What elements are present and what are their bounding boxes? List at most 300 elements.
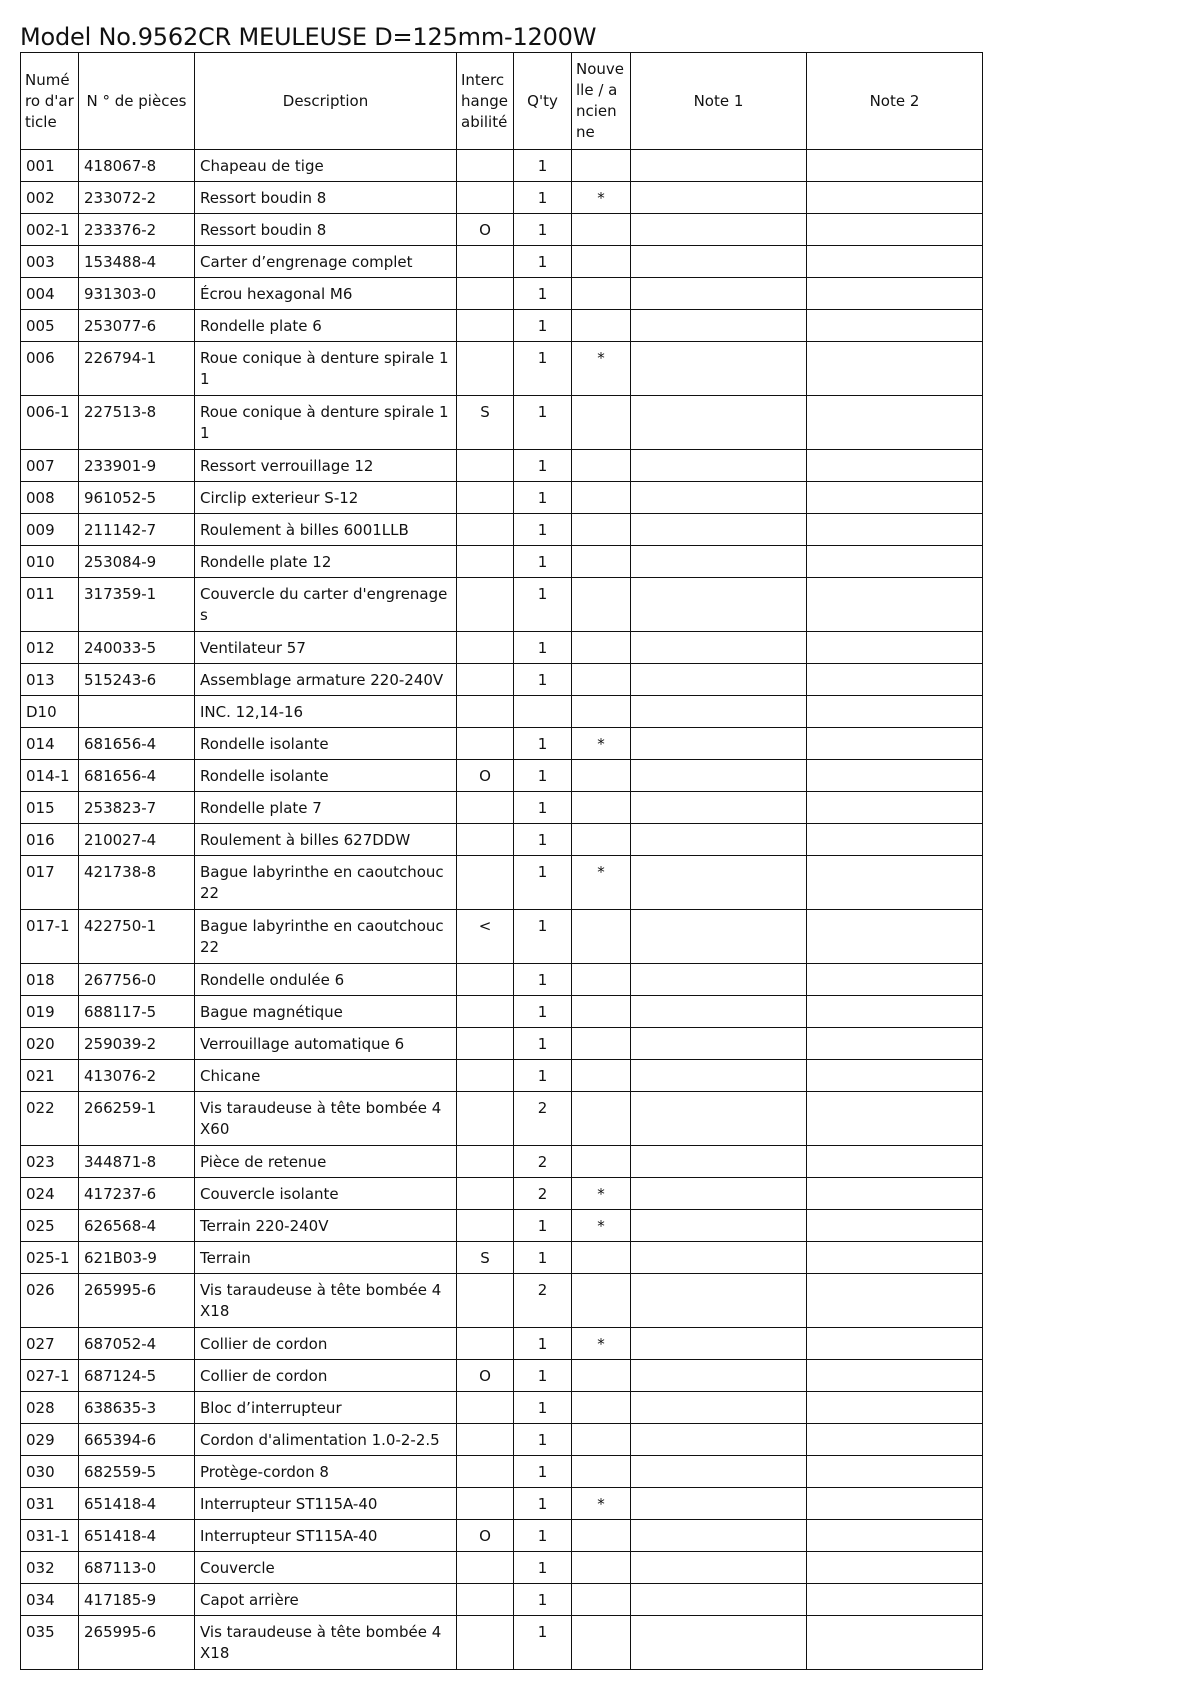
table-row: [21, 910, 983, 964]
cell-interchangeability: [457, 632, 514, 664]
cell-interchangeability: [457, 1028, 514, 1060]
cell-quantity: 1: [514, 760, 572, 792]
cell-part-number: 651418-4: [79, 1520, 195, 1552]
cell-part-number: 422750-1: [79, 910, 195, 964]
cell-part-number: 961052-5: [79, 482, 195, 514]
cell-interchangeability: S: [457, 1242, 514, 1274]
cell-quantity: 2: [514, 1274, 572, 1328]
cell-note-1: [631, 482, 807, 514]
cell-quantity: 1: [514, 996, 572, 1028]
cell-note-2: [807, 1028, 983, 1060]
table-row: [21, 150, 983, 182]
cell-part-number: 267756-0: [79, 964, 195, 996]
cell-description: Assemblage armature 220-240V: [195, 664, 457, 696]
cell-interchangeability: <: [457, 910, 514, 964]
table-row: [21, 964, 983, 996]
table-row: [21, 1456, 983, 1488]
cell-note-1: [631, 182, 807, 214]
cell-new-old: [572, 664, 631, 696]
cell-new-old: [572, 1092, 631, 1146]
cell-note-1: [631, 342, 807, 396]
cell-description: Carter d’engrenage complet: [195, 246, 457, 278]
cell-quantity: 1: [514, 278, 572, 310]
cell-note-2: [807, 1092, 983, 1146]
header-item-number: Numéro d'article: [21, 53, 79, 150]
cell-part-number: 265995-6: [79, 1616, 195, 1670]
cell-note-1: [631, 856, 807, 910]
cell-new-old: *: [572, 1488, 631, 1520]
cell-note-2: [807, 1552, 983, 1584]
cell-note-2: [807, 514, 983, 546]
cell-item-number: 025-1: [21, 1242, 79, 1274]
cell-description: Bague labyrinthe en caoutchouc 22: [195, 856, 457, 910]
cell-item-number: 026: [21, 1274, 79, 1328]
cell-note-2: [807, 632, 983, 664]
cell-quantity: 1: [514, 1520, 572, 1552]
cell-description: Couvercle isolante: [195, 1178, 457, 1210]
cell-part-number: 227513-8: [79, 396, 195, 450]
cell-quantity: 1: [514, 1060, 572, 1092]
cell-note-2: [807, 182, 983, 214]
cell-interchangeability: [457, 1210, 514, 1242]
cell-note-1: [631, 450, 807, 482]
header-note-2: Note 2: [807, 53, 983, 150]
cell-item-number: 019: [21, 996, 79, 1028]
cell-new-old: [572, 792, 631, 824]
cell-part-number: 418067-8: [79, 150, 195, 182]
cell-item-number: 001: [21, 150, 79, 182]
cell-note-2: [807, 246, 983, 278]
cell-note-1: [631, 1552, 807, 1584]
cell-interchangeability: [457, 1328, 514, 1360]
cell-description: Chapeau de tige: [195, 150, 457, 182]
cell-part-number: 266259-1: [79, 1092, 195, 1146]
cell-part-number: 687113-0: [79, 1552, 195, 1584]
cell-description: Verrouillage automatique 6: [195, 1028, 457, 1060]
cell-new-old: [572, 396, 631, 450]
cell-note-2: [807, 1424, 983, 1456]
cell-new-old: *: [572, 342, 631, 396]
cell-note-2: [807, 1616, 983, 1670]
cell-part-number: 651418-4: [79, 1488, 195, 1520]
cell-part-number: 413076-2: [79, 1060, 195, 1092]
cell-part-number: 233072-2: [79, 182, 195, 214]
cell-interchangeability: O: [457, 1520, 514, 1552]
cell-item-number: 012: [21, 632, 79, 664]
cell-note-2: [807, 482, 983, 514]
cell-new-old: [572, 1584, 631, 1616]
cell-description: Capot arrière: [195, 1584, 457, 1616]
cell-interchangeability: [457, 1392, 514, 1424]
table-row: [21, 1424, 983, 1456]
cell-new-old: [572, 1616, 631, 1670]
cell-quantity: 2: [514, 1146, 572, 1178]
cell-description: Ventilateur 57: [195, 632, 457, 664]
table-row: [21, 342, 983, 396]
cell-part-number: 259039-2: [79, 1028, 195, 1060]
cell-note-1: [631, 214, 807, 246]
table-row: [21, 1210, 983, 1242]
cell-description: Cordon d'alimentation 1.0-2-2.5: [195, 1424, 457, 1456]
cell-description: Circlip exterieur S-12: [195, 482, 457, 514]
cell-new-old: [572, 278, 631, 310]
cell-description: Couvercle du carter d'engrenages: [195, 578, 457, 632]
cell-new-old: [572, 578, 631, 632]
cell-part-number: 621B03-9: [79, 1242, 195, 1274]
cell-note-1: [631, 1616, 807, 1670]
cell-note-1: [631, 1456, 807, 1488]
cell-quantity: 1: [514, 632, 572, 664]
cell-new-old: [572, 1392, 631, 1424]
cell-item-number: 027-1: [21, 1360, 79, 1392]
table-row: [21, 1092, 983, 1146]
cell-note-2: [807, 1210, 983, 1242]
cell-part-number: 638635-3: [79, 1392, 195, 1424]
cell-interchangeability: [457, 824, 514, 856]
cell-quantity: 1: [514, 856, 572, 910]
cell-new-old: [572, 150, 631, 182]
table-row: [21, 1146, 983, 1178]
cell-note-2: [807, 310, 983, 342]
cell-part-number: 931303-0: [79, 278, 195, 310]
cell-note-2: [807, 1146, 983, 1178]
table-row: [21, 1242, 983, 1274]
cell-note-2: [807, 342, 983, 396]
cell-note-2: [807, 1328, 983, 1360]
cell-part-number: 665394-6: [79, 1424, 195, 1456]
cell-note-1: [631, 728, 807, 760]
header-note-1: Note 1: [631, 53, 807, 150]
cell-part-number: 240033-5: [79, 632, 195, 664]
cell-note-2: [807, 214, 983, 246]
cell-note-1: [631, 278, 807, 310]
cell-item-number: 024: [21, 1178, 79, 1210]
cell-item-number: D10: [21, 696, 79, 728]
cell-interchangeability: [457, 246, 514, 278]
cell-quantity: 1: [514, 964, 572, 996]
cell-description: Vis taraudeuse à tête bombée 4X18: [195, 1274, 457, 1328]
table-row: [21, 1360, 983, 1392]
cell-item-number: 015: [21, 792, 79, 824]
cell-quantity: 1: [514, 1028, 572, 1060]
cell-item-number: 011: [21, 578, 79, 632]
cell-new-old: [572, 214, 631, 246]
cell-quantity: 1: [514, 310, 572, 342]
cell-item-number: 002: [21, 182, 79, 214]
cell-quantity: 2: [514, 1178, 572, 1210]
cell-note-1: [631, 1392, 807, 1424]
cell-quantity: 1: [514, 182, 572, 214]
table-row: [21, 450, 983, 482]
table-row: [21, 278, 983, 310]
cell-interchangeability: [457, 546, 514, 578]
cell-note-1: [631, 632, 807, 664]
cell-interchangeability: [457, 514, 514, 546]
cell-description: Collier de cordon: [195, 1360, 457, 1392]
cell-new-old: *: [572, 1328, 631, 1360]
cell-item-number: 023: [21, 1146, 79, 1178]
cell-note-1: [631, 760, 807, 792]
cell-item-number: 002-1: [21, 214, 79, 246]
cell-part-number: 417185-9: [79, 1584, 195, 1616]
cell-note-2: [807, 1392, 983, 1424]
cell-part-number: 421738-8: [79, 856, 195, 910]
cell-note-2: [807, 792, 983, 824]
cell-part-number: 226794-1: [79, 342, 195, 396]
cell-part-number: 233901-9: [79, 450, 195, 482]
cell-item-number: 010: [21, 546, 79, 578]
cell-description: Bague magnétique: [195, 996, 457, 1028]
cell-quantity: 1: [514, 664, 572, 696]
cell-interchangeability: [457, 1060, 514, 1092]
cell-note-1: [631, 1242, 807, 1274]
header-interchangeability: Interchangeabilité: [457, 53, 514, 150]
cell-quantity: 1: [514, 792, 572, 824]
cell-description: Interrupteur ST115A-40: [195, 1488, 457, 1520]
cell-description: Pièce de retenue: [195, 1146, 457, 1178]
cell-part-number: 626568-4: [79, 1210, 195, 1242]
cell-quantity: 1: [514, 728, 572, 760]
cell-quantity: 1: [514, 1616, 572, 1670]
cell-item-number: 009: [21, 514, 79, 546]
cell-description: Écrou hexagonal M6: [195, 278, 457, 310]
table-row: [21, 856, 983, 910]
cell-note-1: [631, 996, 807, 1028]
cell-quantity: 1: [514, 214, 572, 246]
cell-part-number: 210027-4: [79, 824, 195, 856]
cell-interchangeability: O: [457, 214, 514, 246]
cell-quantity: 1: [514, 1584, 572, 1616]
cell-note-1: [631, 1520, 807, 1552]
cell-description: Vis taraudeuse à tête bombée 4X18: [195, 1616, 457, 1670]
cell-item-number: 022: [21, 1092, 79, 1146]
document-title: Model No.9562CR MEULEUSE D=125mm-1200W: [20, 23, 597, 51]
table-row: [21, 214, 983, 246]
table-row: [21, 1552, 983, 1584]
cell-description: Rondelle isolante: [195, 760, 457, 792]
cell-interchangeability: [457, 1584, 514, 1616]
cell-item-number: 031: [21, 1488, 79, 1520]
cell-part-number: 682559-5: [79, 1456, 195, 1488]
cell-note-1: [631, 1424, 807, 1456]
cell-note-1: [631, 396, 807, 450]
cell-quantity: 1: [514, 1424, 572, 1456]
cell-note-2: [807, 856, 983, 910]
cell-note-1: [631, 1028, 807, 1060]
cell-note-2: [807, 1488, 983, 1520]
cell-interchangeability: [457, 1178, 514, 1210]
cell-new-old: *: [572, 728, 631, 760]
cell-note-1: [631, 792, 807, 824]
cell-note-2: [807, 1520, 983, 1552]
table-row: [21, 514, 983, 546]
cell-item-number: 014-1: [21, 760, 79, 792]
cell-new-old: [572, 310, 631, 342]
cell-note-1: [631, 964, 807, 996]
cell-new-old: [572, 246, 631, 278]
cell-note-2: [807, 664, 983, 696]
table-row: [21, 546, 983, 578]
cell-part-number: 211142-7: [79, 514, 195, 546]
cell-interchangeability: [457, 1552, 514, 1584]
cell-note-1: [631, 1328, 807, 1360]
cell-note-1: [631, 664, 807, 696]
cell-quantity: 1: [514, 1328, 572, 1360]
cell-new-old: [572, 546, 631, 578]
cell-interchangeability: [457, 664, 514, 696]
cell-item-number: 006: [21, 342, 79, 396]
cell-note-1: [631, 246, 807, 278]
cell-new-old: [572, 1028, 631, 1060]
cell-note-2: [807, 1360, 983, 1392]
cell-interchangeability: [457, 1274, 514, 1328]
cell-description: Terrain: [195, 1242, 457, 1274]
cell-new-old: [572, 1274, 631, 1328]
header-quantity: Q'ty: [514, 53, 572, 150]
cell-item-number: 007: [21, 450, 79, 482]
cell-quantity: 1: [514, 1456, 572, 1488]
cell-note-1: [631, 1274, 807, 1328]
cell-note-1: [631, 578, 807, 632]
cell-description: Roue conique à denture spirale 11: [195, 396, 457, 450]
table-row: [21, 182, 983, 214]
cell-quantity: 1: [514, 1210, 572, 1242]
cell-part-number: 253084-9: [79, 546, 195, 578]
cell-interchangeability: [457, 856, 514, 910]
cell-part-number: 253823-7: [79, 792, 195, 824]
cell-part-number: 153488-4: [79, 246, 195, 278]
cell-description: Rondelle plate 12: [195, 546, 457, 578]
cell-description: Protège-cordon 8: [195, 1456, 457, 1488]
cell-note-1: [631, 824, 807, 856]
cell-description: Roulement à billes 6001LLB: [195, 514, 457, 546]
cell-note-2: [807, 1584, 983, 1616]
table-row: [21, 1392, 983, 1424]
header-new-old: Nouvelle / ancienne: [572, 53, 631, 150]
cell-description: Rondelle plate 6: [195, 310, 457, 342]
cell-interchangeability: [457, 964, 514, 996]
cell-note-2: [807, 1060, 983, 1092]
cell-interchangeability: [457, 696, 514, 728]
cell-interchangeability: S: [457, 396, 514, 450]
table-row: [21, 246, 983, 278]
cell-interchangeability: [457, 1488, 514, 1520]
cell-new-old: [572, 760, 631, 792]
cell-new-old: [572, 1060, 631, 1092]
cell-note-1: [631, 1584, 807, 1616]
cell-quantity: 1: [514, 1242, 572, 1274]
cell-description: Chicane: [195, 1060, 457, 1092]
cell-note-1: [631, 514, 807, 546]
cell-interchangeability: [457, 342, 514, 396]
table-row: [21, 1520, 983, 1552]
cell-item-number: 035: [21, 1616, 79, 1670]
table-row: [21, 1584, 983, 1616]
cell-description: Ressort verrouillage 12: [195, 450, 457, 482]
cell-note-1: [631, 1210, 807, 1242]
cell-note-1: [631, 1488, 807, 1520]
cell-item-number: 017: [21, 856, 79, 910]
cell-quantity: [514, 696, 572, 728]
cell-new-old: [572, 1360, 631, 1392]
cell-new-old: [572, 1456, 631, 1488]
cell-interchangeability: [457, 278, 514, 310]
cell-interchangeability: [457, 450, 514, 482]
cell-quantity: 2: [514, 1092, 572, 1146]
cell-quantity: 1: [514, 150, 572, 182]
cell-note-2: [807, 396, 983, 450]
table-row: [21, 1328, 983, 1360]
cell-item-number: 008: [21, 482, 79, 514]
cell-part-number: 681656-4: [79, 760, 195, 792]
cell-description: Roue conique à denture spirale 11: [195, 342, 457, 396]
cell-part-number: 687052-4: [79, 1328, 195, 1360]
cell-interchangeability: [457, 150, 514, 182]
cell-quantity: 1: [514, 1488, 572, 1520]
cell-description: Bloc d’interrupteur: [195, 1392, 457, 1424]
cell-item-number: 014: [21, 728, 79, 760]
cell-item-number: 013: [21, 664, 79, 696]
cell-item-number: 020: [21, 1028, 79, 1060]
cell-quantity: 1: [514, 482, 572, 514]
cell-new-old: [572, 996, 631, 1028]
cell-item-number: 027: [21, 1328, 79, 1360]
cell-interchangeability: [457, 1092, 514, 1146]
cell-new-old: [572, 1552, 631, 1584]
cell-description: Bague labyrinthe en caoutchouc 22: [195, 910, 457, 964]
cell-note-2: [807, 964, 983, 996]
cell-part-number: 417237-6: [79, 1178, 195, 1210]
cell-new-old: [572, 482, 631, 514]
cell-part-number: 688117-5: [79, 996, 195, 1028]
cell-note-2: [807, 728, 983, 760]
cell-quantity: 1: [514, 514, 572, 546]
cell-note-2: [807, 1242, 983, 1274]
table-header-row: [21, 53, 983, 150]
cell-new-old: *: [572, 1210, 631, 1242]
cell-part-number: 317359-1: [79, 578, 195, 632]
cell-part-number: [79, 696, 195, 728]
cell-new-old: [572, 696, 631, 728]
cell-description: Rondelle plate 7: [195, 792, 457, 824]
cell-interchangeability: [457, 578, 514, 632]
cell-part-number: 515243-6: [79, 664, 195, 696]
cell-interchangeability: [457, 792, 514, 824]
cell-description: Ressort boudin 8: [195, 182, 457, 214]
cell-note-1: [631, 1178, 807, 1210]
cell-item-number: 006-1: [21, 396, 79, 450]
cell-note-1: [631, 546, 807, 578]
table-row: [21, 482, 983, 514]
table-row: [21, 792, 983, 824]
cell-quantity: 1: [514, 1360, 572, 1392]
header-part-number: N ° de pièces: [79, 53, 195, 150]
cell-interchangeability: O: [457, 1360, 514, 1392]
cell-item-number: 028: [21, 1392, 79, 1424]
cell-quantity: 1: [514, 1552, 572, 1584]
cell-interchangeability: [457, 482, 514, 514]
table-row: [21, 1178, 983, 1210]
cell-new-old: [572, 1242, 631, 1274]
cell-interchangeability: [457, 1456, 514, 1488]
cell-interchangeability: [457, 310, 514, 342]
cell-note-2: [807, 278, 983, 310]
cell-note-1: [631, 696, 807, 728]
cell-new-old: [572, 450, 631, 482]
parts-table: [20, 52, 983, 1670]
header-description: Description: [195, 53, 457, 150]
cell-note-1: [631, 1060, 807, 1092]
